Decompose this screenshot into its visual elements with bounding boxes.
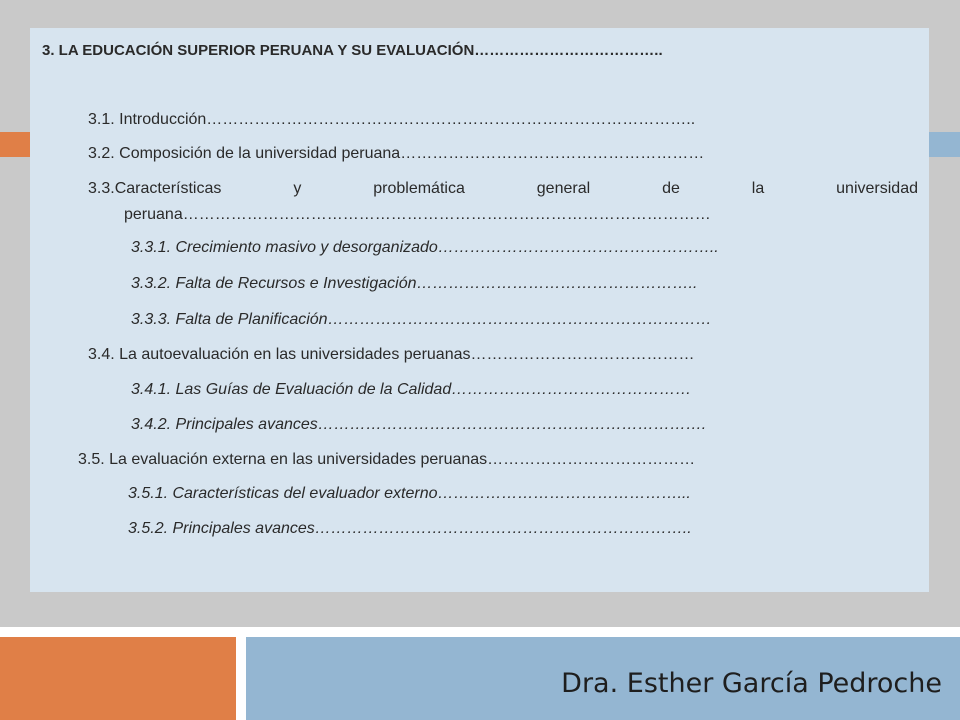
toc-word: la — [751, 180, 765, 197]
toc-word: y — [293, 180, 302, 197]
toc-word: universidad — [836, 180, 918, 197]
toc-item-3-2: 3.2. Composición de la universidad peruana………………………………………………… — [88, 145, 705, 162]
toc-item-3-4-1: 3.4.1. Las Guías de Evaluación de la Calidad……………………………………… — [131, 381, 692, 398]
toc-item-3-5: 3.5. La evaluación externa en las universidades peruanas………………………………… — [78, 451, 696, 468]
toc-item-3-3-line1 — [88, 180, 918, 198]
toc-item-3-3-1: 3.3.1. Crecimiento masivo y desorganizado…………………………………………….. — [131, 239, 719, 256]
toc-word: problemática — [373, 180, 465, 197]
toc-item-3-3-line2: peruana……………………………………………………………………………………… — [124, 206, 711, 223]
blue-accent-bar — [927, 132, 960, 157]
toc-item-3-3-2: 3.3.2. Falta de Recursos e Investigación…………………………………………….. — [131, 275, 698, 292]
toc-word: de — [662, 180, 680, 197]
toc-word: general — [536, 180, 591, 197]
footer-orange-block — [0, 637, 236, 720]
toc-item-3-3-3: 3.3.3. Falta de Planificación……………………………………………………………… — [131, 311, 712, 328]
orange-accent-bar — [0, 132, 33, 157]
toc-item-3-4-2: 3.4.2. Principales avances………………………………………………………………. — [131, 416, 707, 433]
toc-item-3-4: 3.4. La autoevaluación en las universidades peruanas…………………………………… — [88, 346, 695, 363]
toc-heading: 3. LA EDUCACIÓN SUPERIOR PERUANA Y SU EVALUACIÓN……………………………….. — [42, 42, 663, 59]
toc-item-3-5-1: 3.5.1. Características del evaluador externo………………………………………... — [128, 485, 691, 502]
toc-item-3-1: 3.1. Introducción……………………………………………………………………………….. — [88, 111, 696, 128]
toc-item-3-5-2: 3.5.2. Principales avances…………………………………………………………….. — [128, 520, 692, 537]
footer-divider — [0, 627, 960, 637]
author-name: Dra. Esther García Pedroche — [561, 668, 942, 699]
toc-word: 3.3.Características — [88, 180, 222, 197]
